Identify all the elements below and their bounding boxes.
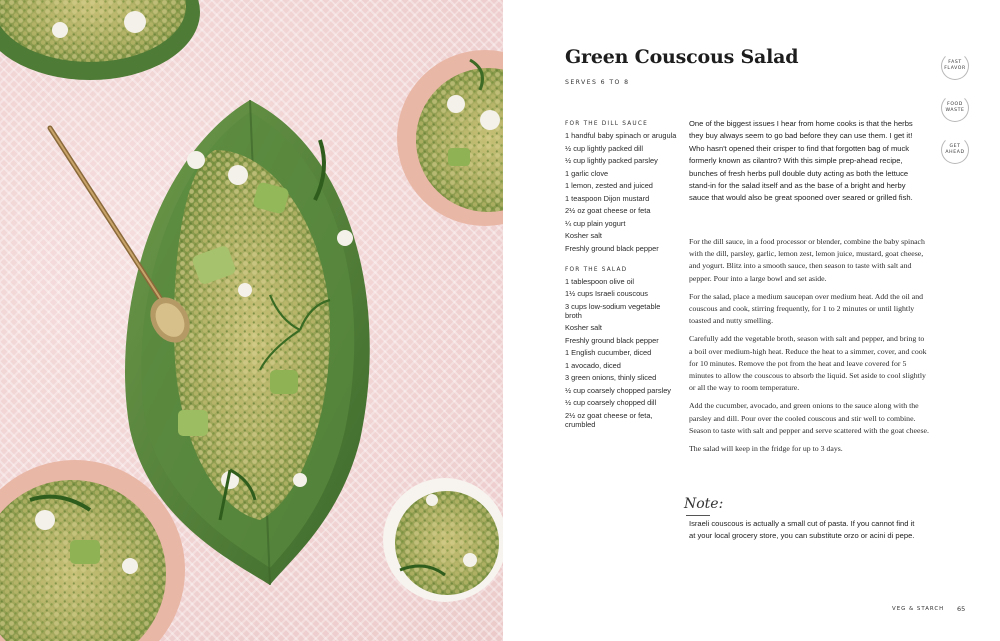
list-item: 2½ oz goat cheese or feta xyxy=(565,206,651,215)
method-paragraph: For the dill sauce, in a food processor or blender, combine the baby spinach with the dill, parsley, garlic, lemon zest, lemon juice, mustard, goat cheese, and yogurt. Blitz into a smooth sauce, then season to taste with salt and pepper. Pour into a large bowl and set aside. xyxy=(689,237,925,283)
badge-label: GET AHEAD xyxy=(945,144,965,155)
list-item: 3 cups low-sodium vegetable broth xyxy=(565,301,661,320)
salad-heading: FOR THE SALAD xyxy=(565,266,628,273)
list-item: 1½ cups Israeli couscous xyxy=(565,289,648,299)
list-item: Kosher salt xyxy=(565,231,602,240)
method-paragraph: Carefully add the vegetable broth, season with salt and pepper, and bring to a boil over medium-high heat. Reduce the heat to a simmer, cover, and cook for 10 minutes. Remove the pot from the heat and leave covered for 5 minutes to allow the couscous to absorb the liquid. Set aside to cool slightly or all the way to room temperature. xyxy=(689,334,927,393)
badge-fast-flavor xyxy=(941,52,969,80)
list-item: 3 green onions, thinly sliced xyxy=(565,373,657,383)
top-left-bowl xyxy=(0,0,200,80)
list-item: Kosher salt xyxy=(565,323,602,333)
ingredients-column xyxy=(565,121,677,433)
list-item: Freshly ground black pepper xyxy=(565,335,659,345)
list-item: 1 teaspoon Dijon mustard xyxy=(565,193,650,203)
list-item: 2½ oz goat cheese or feta, crumbled xyxy=(565,410,653,430)
list-item: Freshly ground black pepper xyxy=(565,243,659,253)
list-item: 1 lemon, zested and juiced xyxy=(565,181,653,190)
list-item: 1 English cucumber, diced xyxy=(565,348,652,358)
page-number: 65 xyxy=(957,605,966,613)
list-item: ½ cup coarsely chopped parsley xyxy=(565,385,671,395)
badge-get-ahead xyxy=(941,136,969,164)
badge-food-waste xyxy=(941,94,969,122)
footer-section-label: VEG & STARCH xyxy=(892,606,945,612)
top-right-bowl xyxy=(397,50,503,226)
recipe-title: Green Couscous Salad xyxy=(565,46,799,68)
list-item: ½ cup coarsely chopped dill xyxy=(565,398,657,408)
list-item: 1 tablespoon olive oil xyxy=(565,276,635,286)
recipe-page xyxy=(503,0,1000,641)
method-paragraph: The salad will keep in the fridge for up to 3 days. xyxy=(689,444,843,454)
badge-label: FAST FLAVOR xyxy=(944,60,966,71)
recipe-intro: One of the biggest issues I hear from home cooks is that the herbs they buy always seem to go bad before they can use them. I get it! Who hasn't opened their crisper to find that forgotten bag of muck formerly known as cilantro? With this simple prep-ahead recipe, bunches of fresh herbs pull double duty acting as both the lettuce stand-in for the salad itself and as the base of a bright and herby sauce that would also be great spooned over seared or grilled fish. xyxy=(689,119,913,203)
badge-label: FOOD WASTE xyxy=(945,102,965,113)
recipe-serves: SERVES 6 TO 8 xyxy=(565,79,630,86)
note-underline xyxy=(686,515,710,516)
method-steps xyxy=(689,236,929,461)
list-item: 1 garlic clove xyxy=(565,168,609,178)
dill-sauce-list xyxy=(565,131,677,253)
bottom-right-bowl xyxy=(383,478,503,602)
list-item: ¼ cup plain yogurt xyxy=(565,218,626,228)
note-title: Note: xyxy=(684,496,724,512)
list-item: ½ cup lightly packed parsley xyxy=(565,156,658,165)
list-item: 1 avocado, diced xyxy=(565,360,621,370)
method-paragraph: For the salad, place a medium saucepan over medium heat. Add the oil and couscous and cook, stirring frequently, for 1 to 2 minutes or until lightly toasted and nutty smelling. xyxy=(689,291,924,326)
dill-sauce-heading: FOR THE DILL SAUCE xyxy=(565,121,648,127)
salad-list xyxy=(565,277,677,430)
list-item: ½ cup lightly packed dill xyxy=(565,143,644,153)
list-item: 1 handful baby spinach or arugula xyxy=(565,131,677,140)
method-paragraph: Add the cucumber, avocado, and green onions to the sauce along with the parsley and dill. Pour over the cooled couscous and stir well to combine. Season to taste with salt and pepper and serve scattered with the goat cheese. xyxy=(689,401,929,435)
note-text: Israeli couscous is actually a small cut of pasta. If you cannot find it at your local grocery store, you can substitute orzo or acini di pepe. xyxy=(689,519,915,541)
